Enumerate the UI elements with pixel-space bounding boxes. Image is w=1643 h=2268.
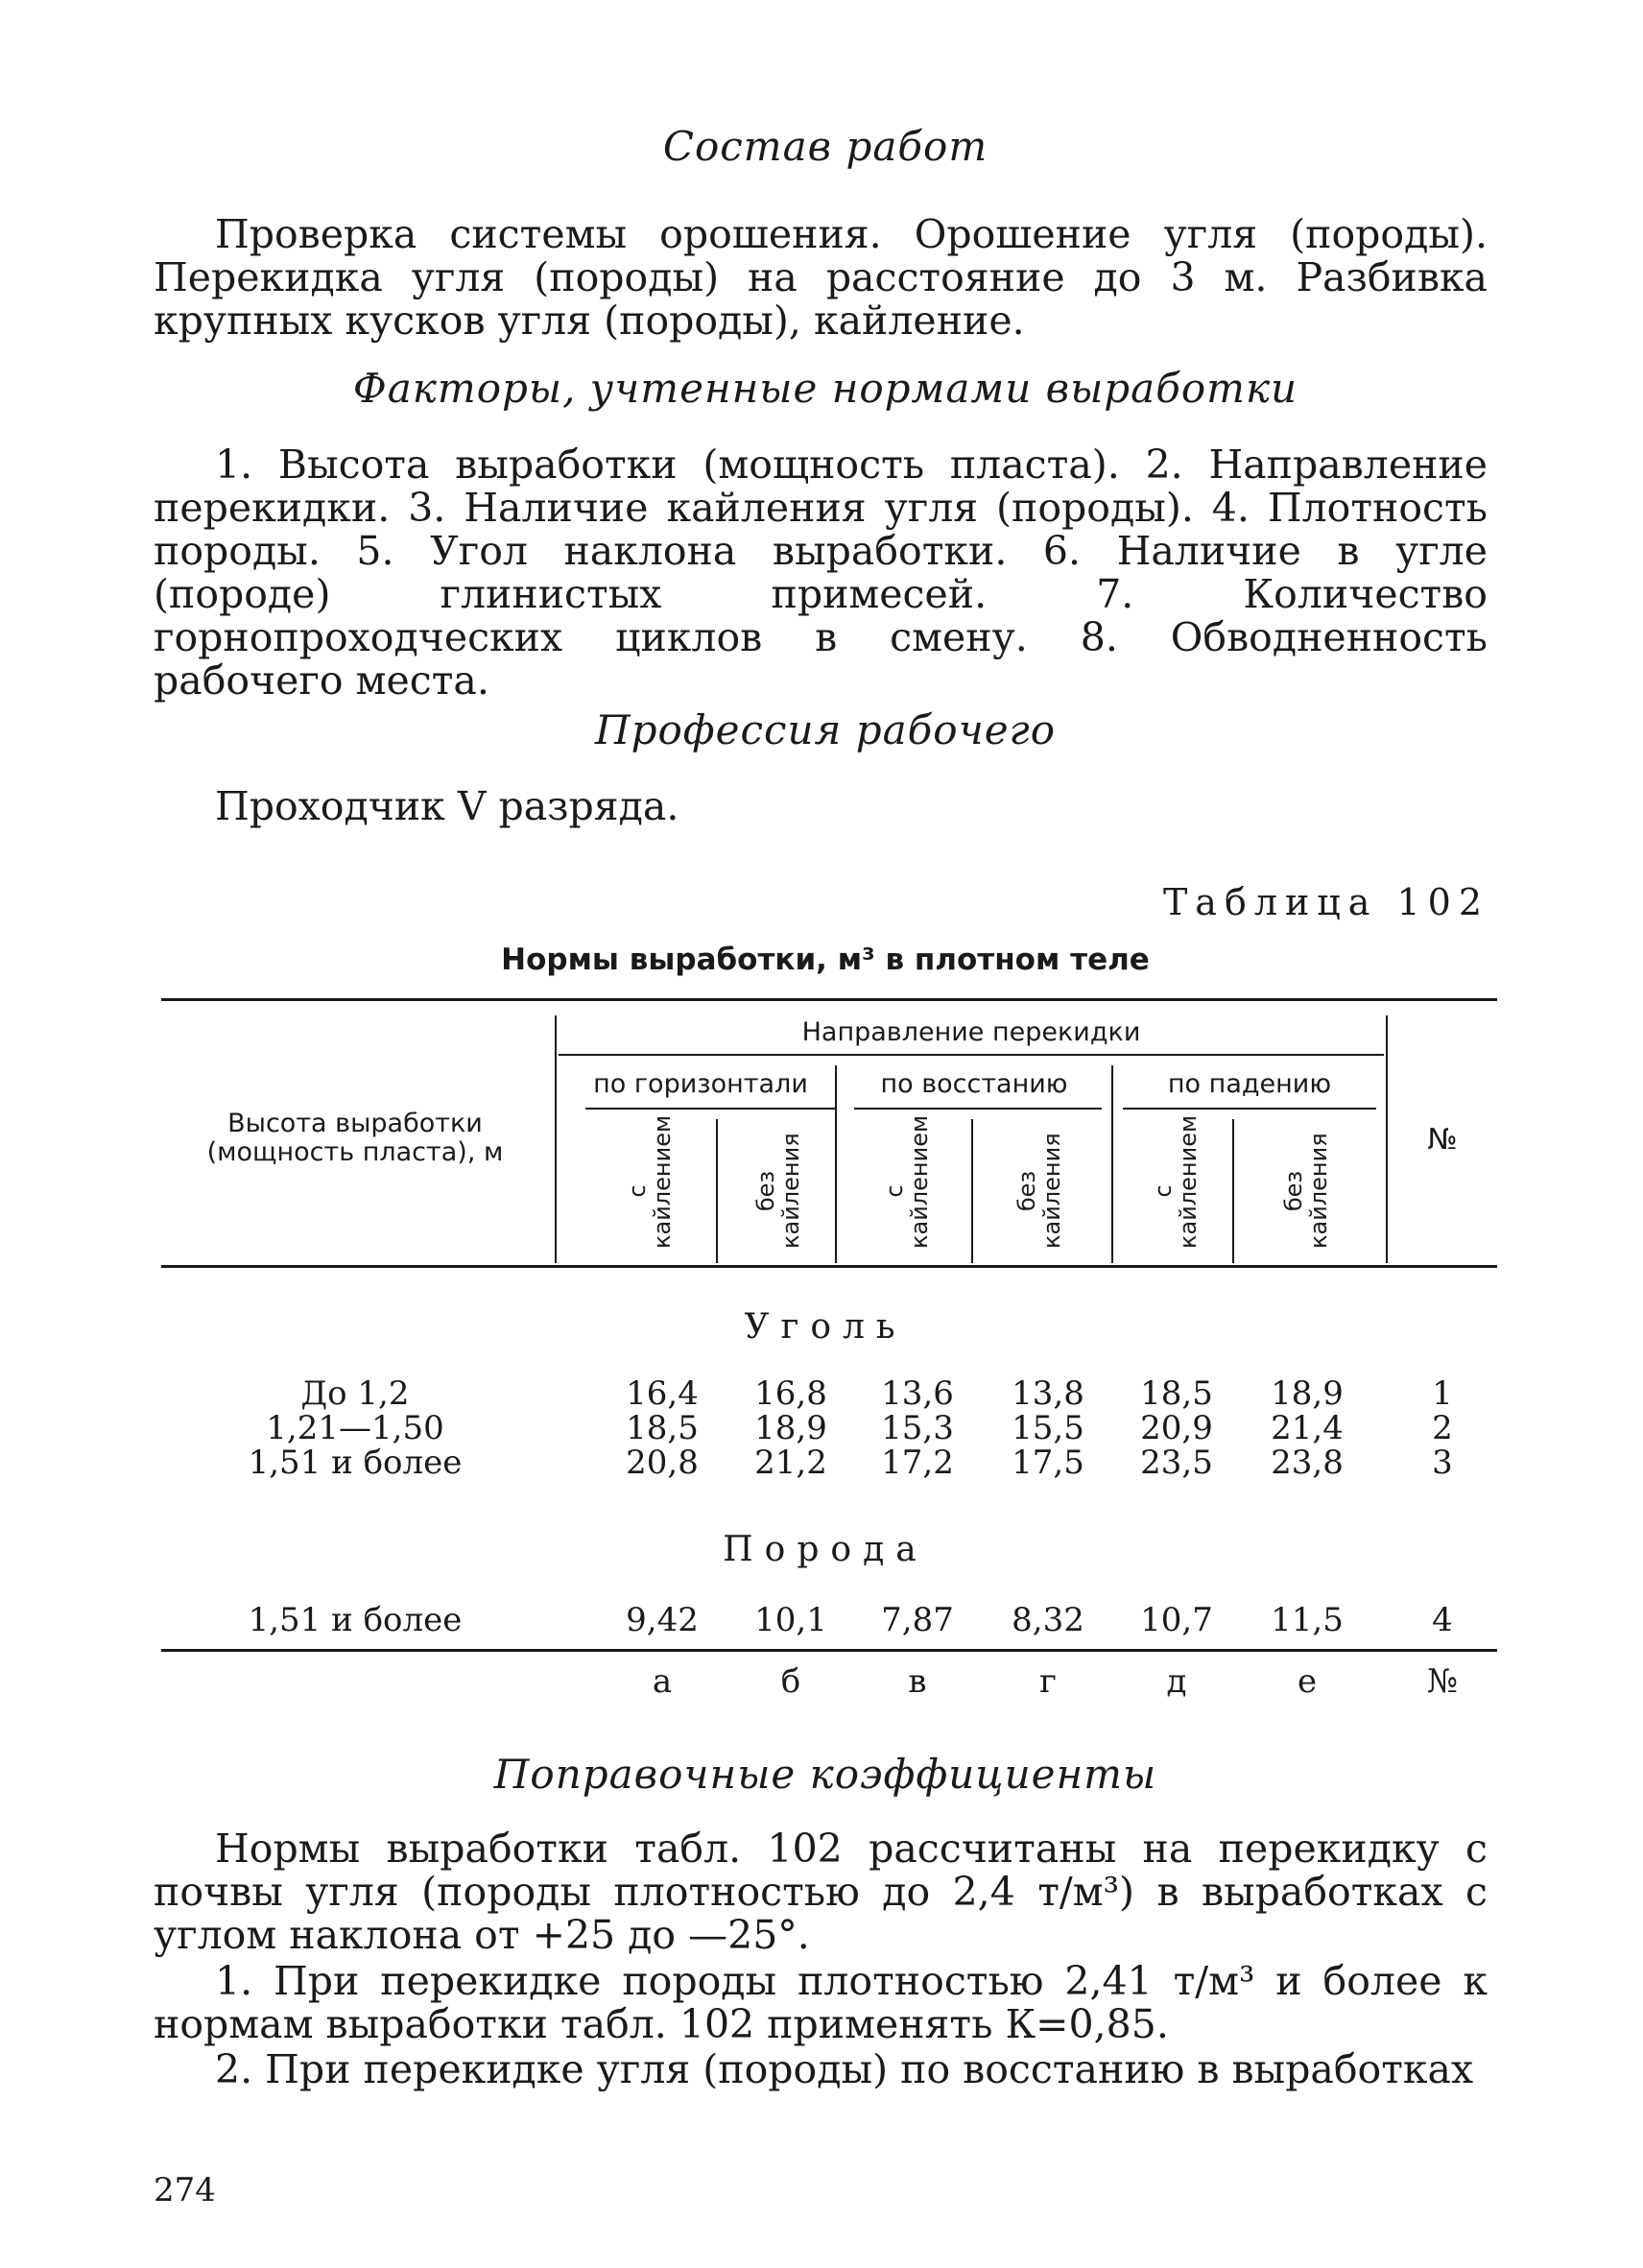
subheader-horizontal-without: без кайления [752, 1133, 804, 1249]
cell-e: 23,8 [1271, 1444, 1344, 1482]
cell-g: 8,32 [1012, 1601, 1084, 1639]
cell-no: 1 [1432, 1374, 1453, 1413]
header-group-up: по восстанию [880, 1069, 1068, 1099]
cell-a: 20,8 [626, 1444, 699, 1482]
group1-underline [585, 1108, 837, 1110]
cell-a: 9,42 [626, 1601, 699, 1639]
footer-letter: № [1426, 1662, 1459, 1701]
paragraph-factors-text: 1. Высота выработки (мощность пласта). 2. Направление перекидки. 3. Наличие кайления угля (породы). 4. Плотность породы. 5. Угол наклона выработки. 6. Наличие в угле (породе) глинистых примесей. 7. Количество горнопроходческих циклов в смену. 8. Обводненность рабочего места. [154, 442, 1488, 704]
table-title: Нормы выработки, м³ в плотном теле [501, 943, 1150, 977]
subheader-down-without: без кайления [1280, 1133, 1332, 1249]
sub-divider-3 [1232, 1119, 1234, 1263]
heading-composition: Состав работ [662, 123, 988, 170]
paragraph-factors [154, 443, 1488, 703]
table-number: Таблица 102 [1162, 881, 1489, 923]
cell-d: 10,7 [1140, 1601, 1213, 1639]
footer-letter: д [1166, 1662, 1187, 1701]
header-height-col: Высота выработки (мощность пласта), м [206, 1109, 504, 1167]
paragraph-composition [154, 213, 1488, 343]
header-group-down: по падению [1167, 1069, 1332, 1099]
cell-v: 17,2 [881, 1444, 954, 1482]
table-row [0, 1409, 1643, 1447]
table-row [0, 1374, 1643, 1413]
cell-g: 17,5 [1012, 1444, 1084, 1482]
table-header-rule [161, 1265, 1497, 1268]
table-vline-left [555, 1015, 557, 1263]
paragraph-coef-1-text: 1. При перекидке породы плотностью 2,41 т/м³ и более к нормам выработки табл. 102 применять К=0,85. [154, 1958, 1488, 2047]
paragraph-composition-text: Проверка системы орошения. Орошение угля (породы). Перекидка угля (породы) на расстояние до 3 м. Разбивка крупных кусков угля (породы), кайление. [154, 211, 1488, 344]
cell-d: 23,5 [1140, 1444, 1213, 1482]
table-row [0, 1444, 1643, 1482]
section-rock: Порода [723, 1530, 928, 1569]
paragraph-coef-2-text: 2. При перекидке угля (породы) по восстанию в выработках [215, 2046, 1474, 2092]
group2-underline [854, 1108, 1102, 1110]
cell-no: 3 [1432, 1444, 1453, 1482]
cell-e: 18,9 [1271, 1374, 1344, 1413]
paragraph-coef-1 [154, 1960, 1488, 2046]
cell-e: 21,4 [1271, 1409, 1344, 1447]
page-number: 274 [154, 2171, 216, 2209]
cell-b: 10,1 [754, 1601, 827, 1639]
row-label: 1,51 и более [248, 1601, 463, 1639]
header-direction: Направление перекидки [801, 1017, 1141, 1047]
paragraph-profession-text: Проходчик V разряда. [215, 783, 679, 829]
cell-a: 18,5 [626, 1409, 699, 1447]
table-footer-letters [0, 1662, 1643, 1701]
cell-g: 15,5 [1012, 1409, 1084, 1447]
cell-v: 15,3 [881, 1409, 954, 1447]
section-coal: Уголь [744, 1307, 907, 1347]
footer-letter: г [1039, 1662, 1057, 1701]
footer-letter: б [780, 1662, 801, 1701]
cell-v: 7,87 [881, 1601, 954, 1639]
cell-a: 16,4 [626, 1374, 699, 1413]
cell-no: 4 [1432, 1601, 1453, 1639]
cell-no: 2 [1432, 1409, 1453, 1447]
row-label: 1,51 и более [248, 1444, 463, 1482]
subheader-up-without: без кайления [1013, 1133, 1065, 1249]
cell-b: 21,2 [754, 1444, 827, 1482]
cell-b: 16,8 [754, 1374, 827, 1413]
table-top-rule [161, 998, 1497, 1001]
paragraph-coef-2 [154, 2048, 1488, 2091]
direction-underline [559, 1054, 1384, 1056]
table-row [0, 1601, 1643, 1639]
subheader-up-with: с кайлением [881, 1114, 933, 1249]
cell-e: 11,5 [1271, 1601, 1344, 1639]
header-group-horizontal: по горизонтали [593, 1069, 808, 1099]
footer-letter: а [652, 1662, 673, 1701]
row-label: До 1,2 [300, 1374, 410, 1413]
footer-letter: е [1297, 1662, 1318, 1701]
row-label: 1,21—1,50 [266, 1409, 444, 1447]
sub-divider-2 [971, 1119, 973, 1263]
cell-v: 13,6 [881, 1374, 954, 1413]
cell-d: 18,5 [1140, 1374, 1213, 1413]
sub-divider-1 [716, 1119, 718, 1263]
cell-d: 20,9 [1140, 1409, 1213, 1447]
footer-letter: в [908, 1662, 927, 1701]
heading-profession: Профессия рабочего [594, 706, 1057, 753]
header-num-col: № [1427, 1123, 1458, 1157]
heading-factors: Факторы, учтенные нормами выработки [352, 365, 1298, 412]
subheader-down-with: с кайлением [1150, 1114, 1202, 1249]
cell-g: 13,8 [1012, 1374, 1084, 1413]
subheader-horizontal-with: с кайлением [624, 1114, 676, 1249]
heading-coefficients: Поправочные коэффициенты [493, 1751, 1157, 1798]
cell-b: 18,9 [754, 1409, 827, 1447]
group3-underline [1123, 1108, 1376, 1110]
paragraph-coef-intro [154, 1827, 1488, 1957]
paragraph-coef-intro-text: Нормы выработки табл. 102 рассчитаны на перекидку с почвы угля (породы плотностью до 2,4 т/м³) в выработках с углом наклона от +25 до —25°. [154, 1826, 1488, 1958]
paragraph-profession [154, 785, 1488, 828]
table-bottom-rule [161, 1649, 1497, 1652]
